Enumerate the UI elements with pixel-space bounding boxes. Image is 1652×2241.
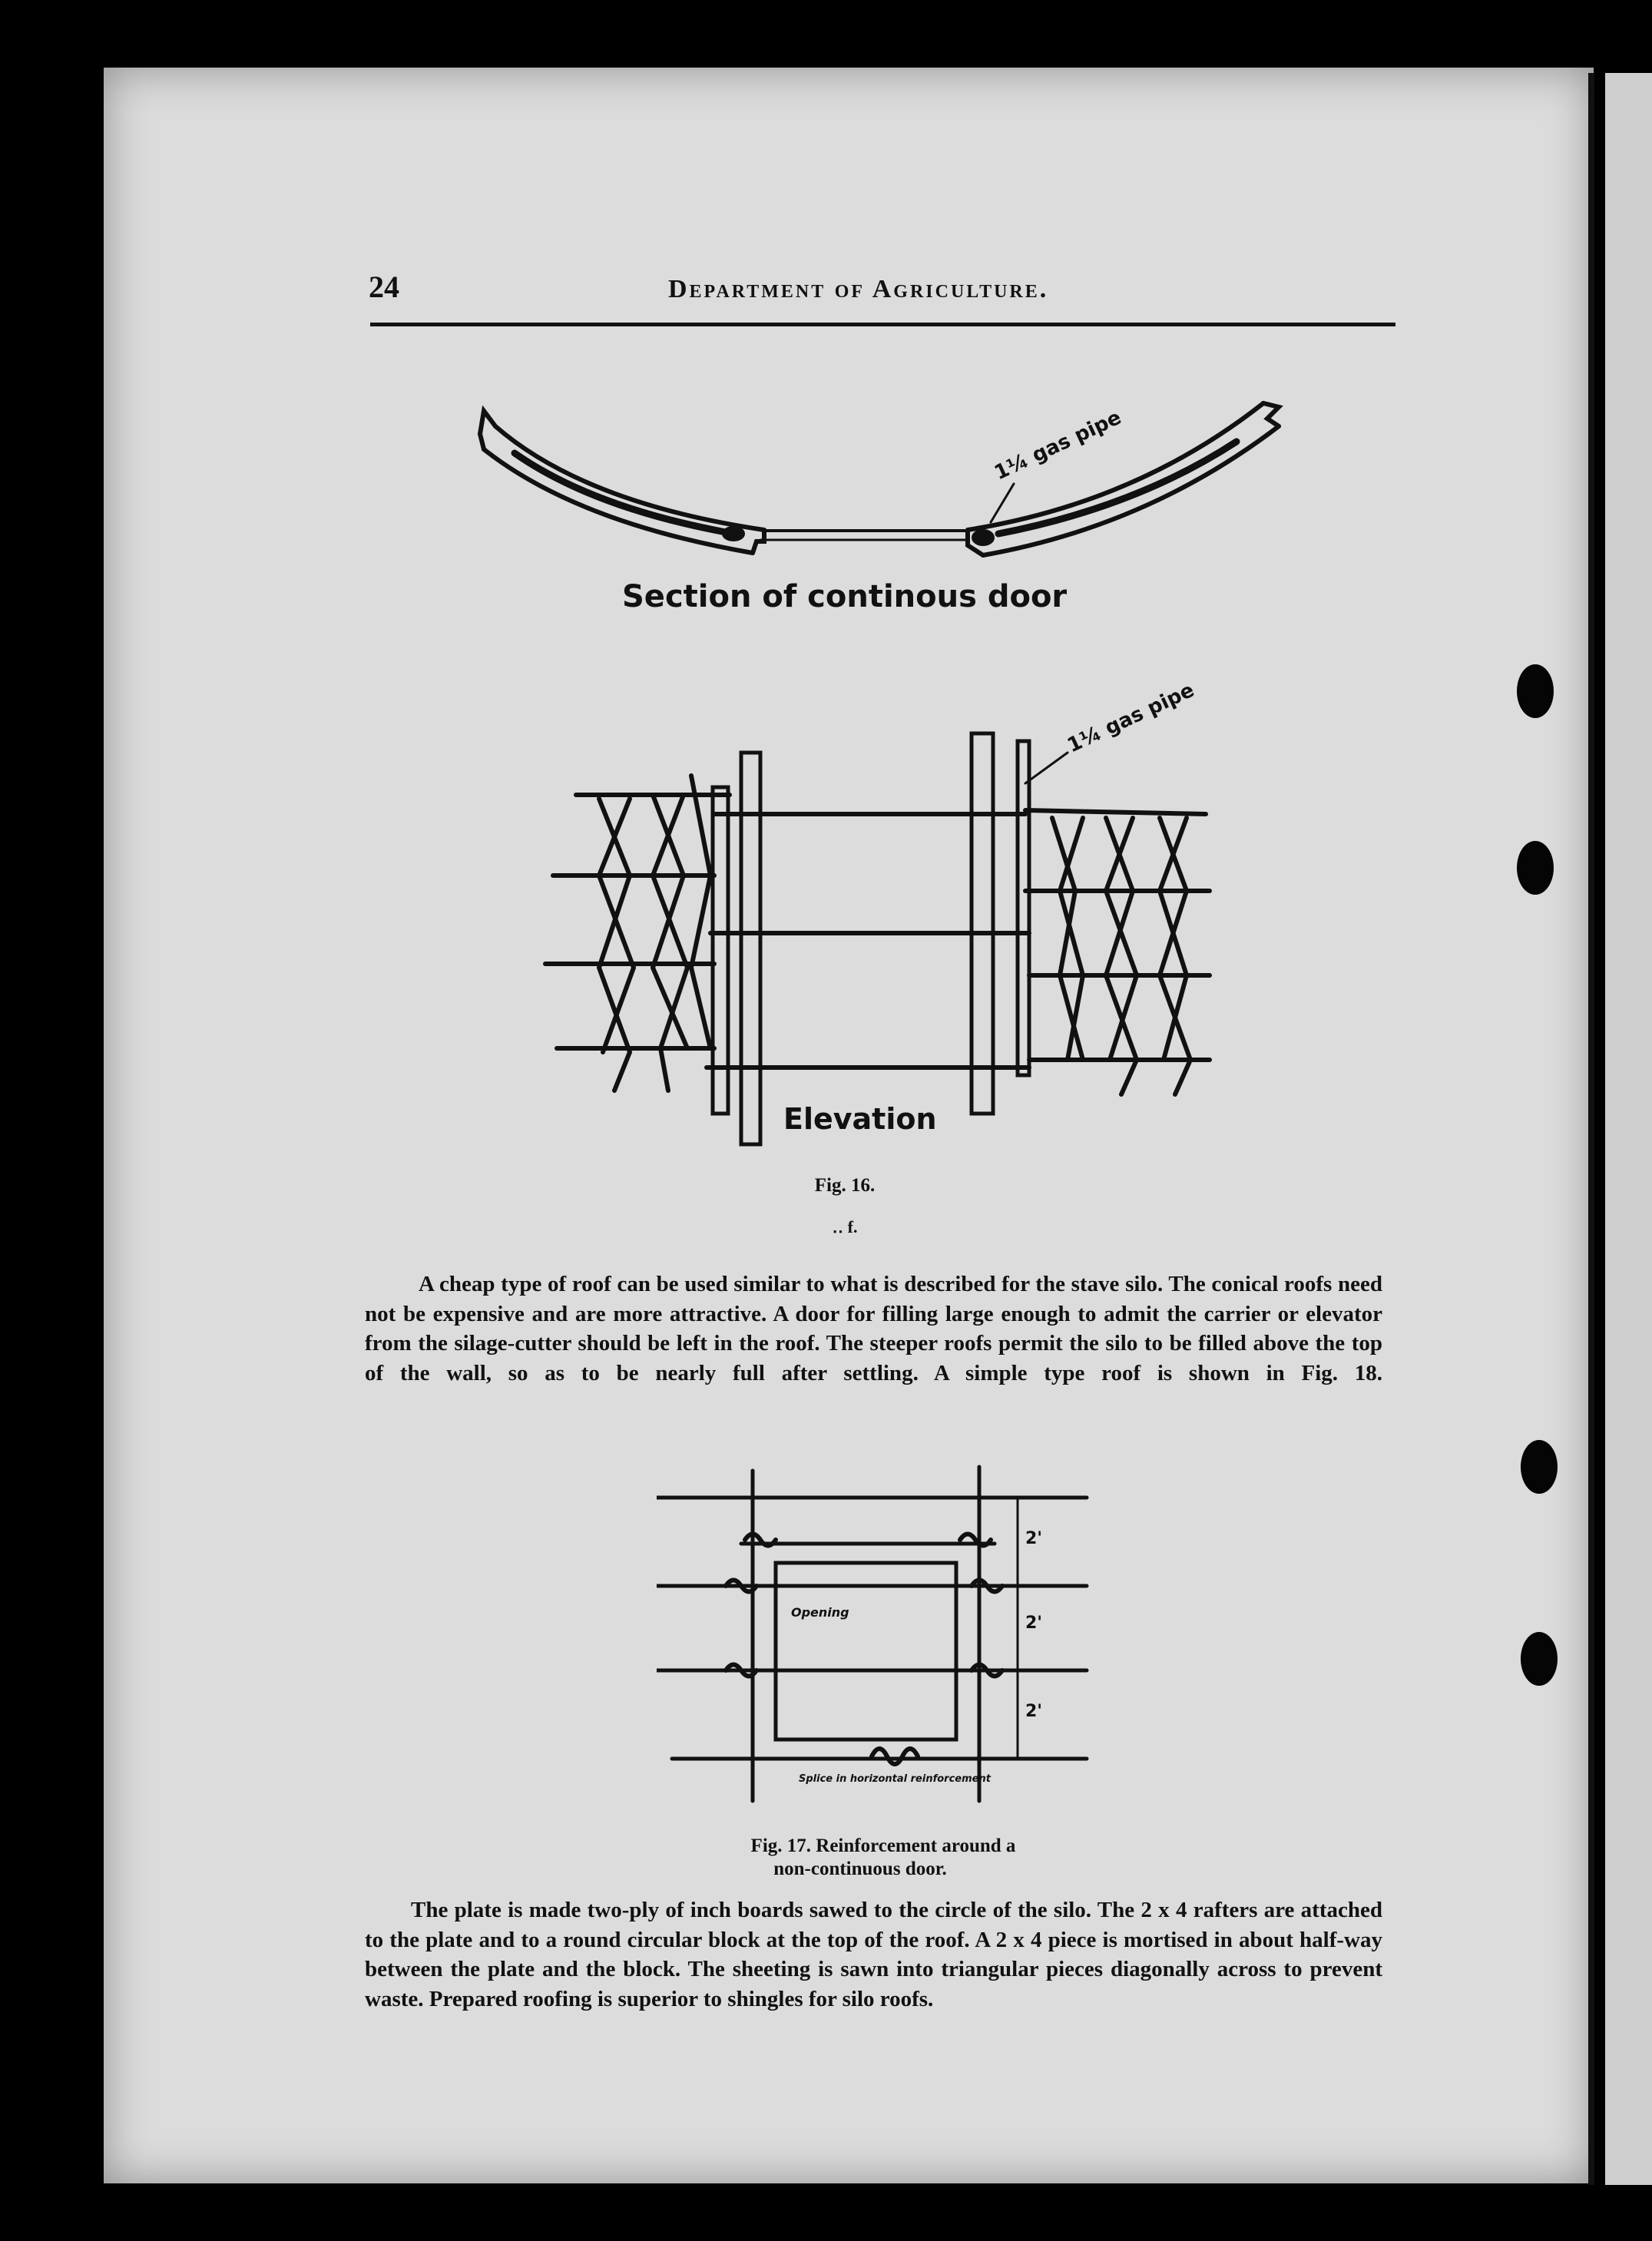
paragraph-plate: The plate is made two-ply of inch boards sawed to the circle of the silo. The 2 x 4 rafters are attached to the plate and to a round circular block at the top of the roof. A 2 x 4 piece is mortised in about half-way between the plate and the block. The sheeting is sawn into triangular pieces diagonally across to prevent waste. Prepared roofing is superior to shingles for silo roofs.: [365, 1898, 1382, 2011]
next-page-edge: [1605, 73, 1652, 2185]
page-header: [369, 269, 1394, 307]
fig16-subcaption: ‥ f.: [832, 1217, 858, 1236]
fig17-caption: Fig. 17. Reinforcement around a: [750, 1836, 1016, 1856]
elevation-drawing: [538, 660, 1229, 1167]
binding-gutter: [1588, 73, 1594, 2185]
pipe-annotation: 1¼ gas pipe: [991, 405, 1125, 485]
section-label: Section of continous door: [622, 579, 1068, 614]
splice-label: Splice in horizontal reinforcement: [799, 1773, 991, 1785]
binder-hole: [1521, 1632, 1558, 1686]
fig16-caption: Fig. 16.: [814, 1175, 876, 1196]
dimension-label: 2': [1025, 1529, 1043, 1548]
running-title: Department of Agriculture.: [668, 275, 1049, 303]
binder-hole: [1517, 664, 1554, 718]
header-rule: [370, 323, 1395, 326]
paragraph-roof: A cheap type of roof can be used similar to what is described for the stave silo. The conical roofs need not be expensive and are more attractive. A door for filling large enough to admit the carrier or elevator from the silage-cutter should be left in the roof. The steeper roofs permit the silo to be filled above the top of the wall, so as to be nearly full after settling. A simple type roof is shown in Fig. 18.: [365, 1272, 1382, 1385]
binder-hole: [1517, 841, 1554, 895]
pipe-annotation: 1¼ gas pipe: [1064, 678, 1198, 758]
fig17-caption-2: non-continuous door.: [773, 1859, 947, 1879]
dimension-label: 2': [1025, 1614, 1043, 1633]
section-drawing: [461, 349, 1306, 626]
dimension-label: 2': [1025, 1702, 1043, 1721]
opening-label: Opening: [791, 1605, 849, 1620]
binder-hole: [1521, 1440, 1558, 1494]
elevation-label: Elevation: [783, 1102, 937, 1136]
page-number: 24: [369, 270, 399, 304]
fig17-drawing: [657, 1463, 1102, 1816]
